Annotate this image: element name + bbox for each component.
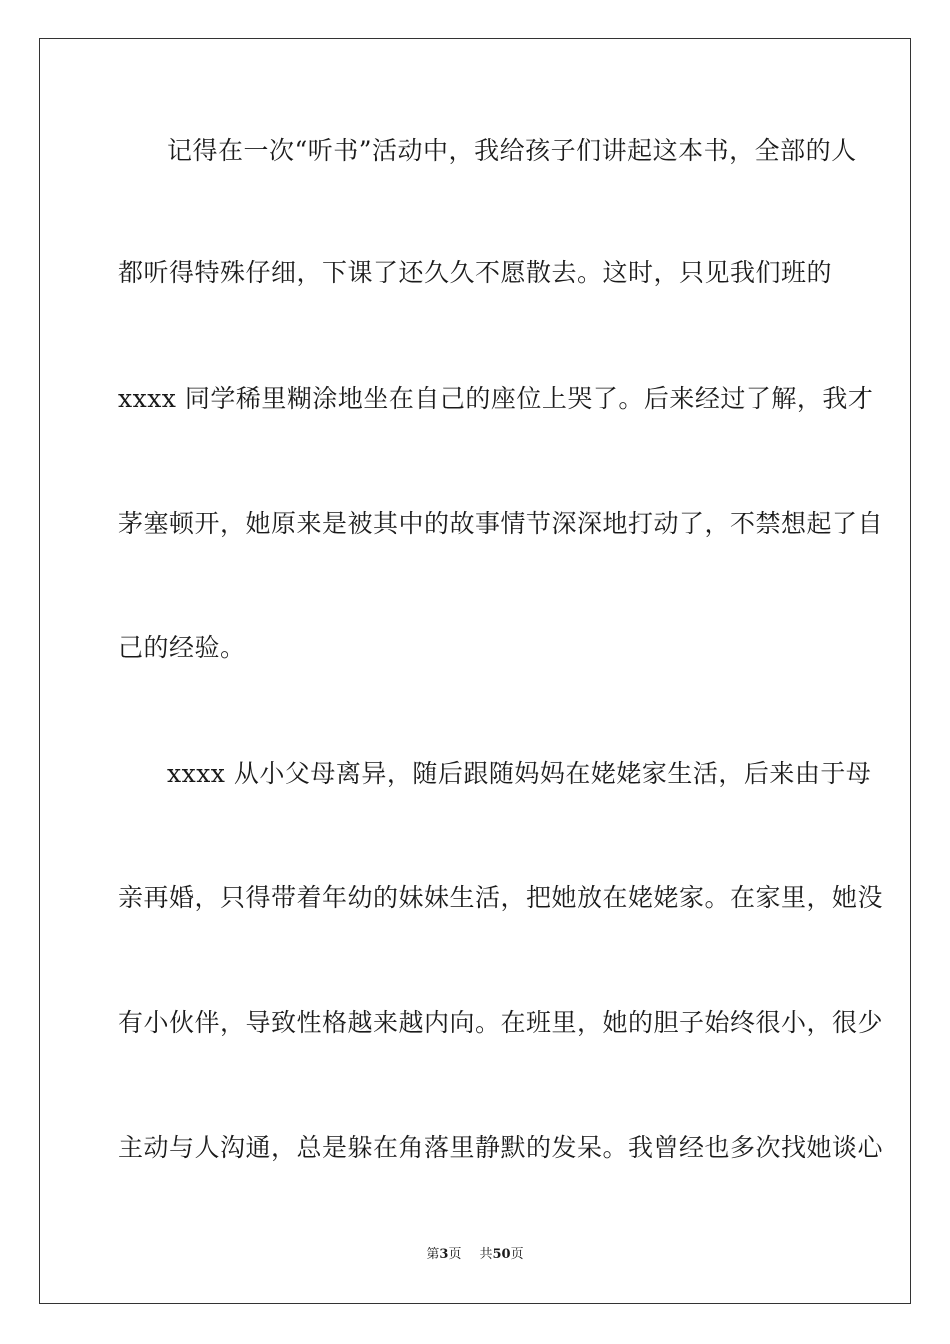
paragraph-2-line-2: 亲再婚，只得带着年幼的妹妹生活，把她放在姥姥家。在家里，她没 xyxy=(118,883,884,912)
paragraph-1-line-2: 都听得特殊仔细，下课了还久久不愿散去。这时，只见我们班的 xyxy=(118,258,833,287)
page-footer xyxy=(0,1246,950,1264)
page-number: 3 xyxy=(439,1247,449,1262)
page-prefix: 第 xyxy=(426,1247,440,1262)
paragraph-1-line-3: xxxx 同学稀里糊涂地坐在自己的座位上哭了。后来经过了解，我才 xyxy=(118,384,874,413)
paragraph-2-line-4: 主动与人沟通，总是躲在角落里静默的发呆。我曾经也多次找她谈心 xyxy=(118,1133,884,1162)
total-suffix: 页 xyxy=(510,1247,524,1262)
paragraph-2-line-1: xxxx 从小父母离异，随后跟随妈妈在姥姥家生活，后来由于母 xyxy=(167,759,872,788)
page-suffix: 页 xyxy=(448,1247,462,1262)
paragraph-2-line-3: 有小伙伴，导致性格越来越内向。在班里，她的胆子始终很小，很少 xyxy=(118,1008,884,1037)
total-prefix: 共 xyxy=(479,1247,493,1262)
total-pages: 50 xyxy=(492,1247,511,1262)
paragraph-1-line-1: 记得在一次“听书”活动中，我给孩子们讲起这本书，全部的人 xyxy=(167,136,857,165)
paragraph-1-line-5: 己的经验。 xyxy=(118,633,246,662)
page-border xyxy=(39,38,911,1304)
paragraph-1-line-4: 茅塞顿开，她原来是被其中的故事情节深深地打动了，不禁想起了自 xyxy=(118,509,884,538)
